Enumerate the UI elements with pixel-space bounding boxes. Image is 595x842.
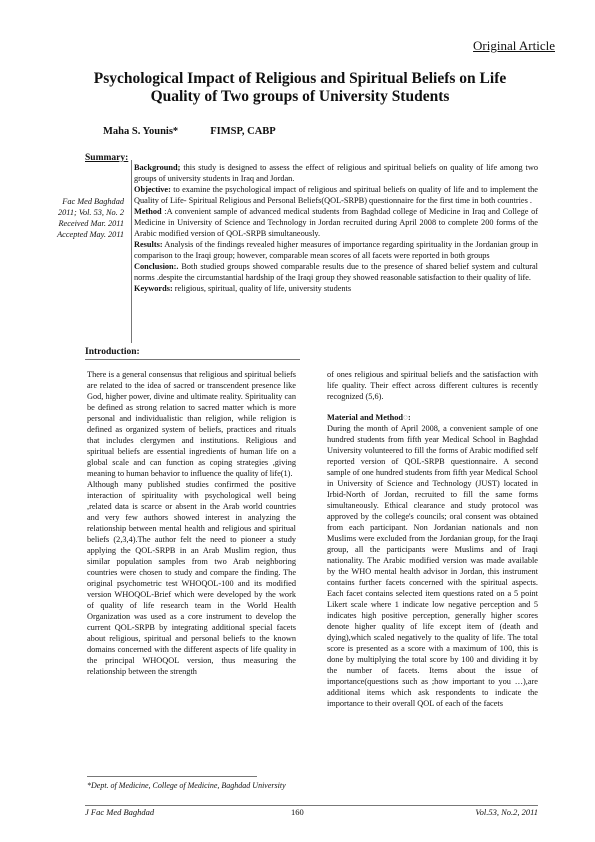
- journal-volume: 2011; Vol. 53, No. 2: [58, 208, 124, 217]
- summary-divider: [131, 160, 132, 343]
- abstract-results: [134, 239, 538, 261]
- author-line: [103, 126, 276, 137]
- background-label: Background;: [134, 163, 181, 172]
- method-text: :A convenient sample of advanced medical students from Baghdad college of Medicine in Iraq and College of Medicine in University of Science and Technology in Jordan recruited during April 2008 to complete 200 forms of the Arabic modified version of QOL-SRPB simultaneously.: [134, 207, 538, 238]
- left-column: [87, 369, 296, 677]
- summary-heading: Summary:: [85, 153, 129, 163]
- author-name: Maha S. Younis*: [103, 126, 179, 137]
- paper-title: Psychological Impact of Religious and Spiritual Beliefs on Life Quality of Two groups of University Students: [93, 70, 507, 105]
- abstract-background: [134, 162, 538, 184]
- journal-name: Fac Med Baghdad: [62, 197, 124, 206]
- introduction-divider: [85, 359, 300, 360]
- results-label: Results:: [134, 240, 163, 249]
- background-text: this study is designed to assess the effect of religious and spiritual beliefs on quality of life among two groups of university students in Iraq and Jordan.: [134, 163, 538, 183]
- objective-text: to examine the psychological impact of religious and spiritual beliefs on quality of life and to implement the Quality of Life- Spiritual Religious and Personal Beliefs(QOL-SRPB) questionnaire for the first time in both countries .: [134, 185, 538, 205]
- introduction-heading: Introduction:: [85, 347, 140, 357]
- article-type-label: Original Article: [473, 38, 555, 53]
- method-paragraph: During the month of April 2008, a convenient sample of one hundred students from fifth year Medical School in Baghdad University volunteered to fill the forms of Arabic modified self reported version of QOL-SRPB questionnaire. A second sample of one hundred students from fifth year Medical School in University of Science and Technology (JUST) located in Irbid-North of Jordan, recruited to fill the same forms simultaneously. Ethical clearance and study protocol was approved by the college's councils; oral consent was obtained from each participant. Non Jordanian nationals and non Muslims were excluded from the Jordanian group, for the Iraqi group, all the participants were Muslims and of Iraqi nationality. The Arabic modified version was made available by the WHO mental health advisor in Jordan, this instrument contains further facets concerned with the spiritual aspects. Each facet contains selected item questions rated on a 5 point Likert scale where 1 indicate low negative perception and 5 indicates high positive perception, generally higher scores denote higher quality of life except item of (death and dying),which scaled negatively to the quality of life. The total score is presented as a score with a maximum of 100, this is done by multiplying the total score by 100 and dividing it by the number of facets. Items about the issue of importance(questions such as ;how important to you …),are additional items which ask respondents to indicate the importance to their overall QOL of each of the facets: [327, 424, 538, 708]
- method-label: Method: [134, 207, 162, 216]
- abstract-objective: [134, 184, 538, 206]
- footer-divider: [85, 805, 538, 806]
- conclusion-text: Both studied groups showed comparable results due to the presence of shared belief system and cultural norms .despite the circumstantial hardship of the Iraqi group they showed reasonable satisfaction to their quality of life.: [134, 262, 538, 282]
- keywords-label: Keywords:: [134, 284, 173, 293]
- footnote-divider: [87, 776, 257, 777]
- received-date: Received Mar. 2011: [58, 219, 124, 228]
- accepted-date: Accepted May. 2011: [57, 230, 124, 239]
- footer-volume: Vol.53, No.2, 2011: [475, 807, 538, 817]
- intro-paragraph-2: Although many published studies confirmed the positive interaction of spirituality with psychological well being ,related data is scarce or absent in the Arab world countries and very few authors showed interest in analyzing the relationship between mental health and religious and spiritual beliefs (2,3,4).The author felt the need to pioneer a study applying the QOL-SRPB in an Arab Muslim region, thus similar population samples from two Arab neighboring countries were chosen to study and compare the finding. The original psychometric test WHOQOL-100 and its modified version WHOQOL-Brief which were developed by the work of quality of life research team in the World Health Organization was used as a core instrument to develop the current QOL-SRPB by integrating additional special facets about religious, spiritual and personal beliefs to the known domains concerned with the different aspects of life quality in the principal WHOQOL version, thus measuring the relationship between the strength: [87, 480, 296, 676]
- author-degrees: FIMSP, CABP: [210, 126, 276, 137]
- right-column: [327, 369, 538, 709]
- results-text: Analysis of the findings revealed higher measures of importance regarding spirituality in the Jordanian group in comparison to the Iraqi group; however, comparable mean scores of all facets were reported in both groups: [134, 240, 538, 260]
- affiliation-footnote: *Dept. of Medicine, College of Medicine, Baghdad University: [87, 781, 286, 790]
- keywords-text: religious, spiritual, quality of life, university students: [172, 284, 352, 293]
- intro-paragraph-continued: of ones religious and spiritual beliefs and the satisfaction with life quality. Their effect across different cultures is recently recognized (5,6).: [327, 370, 538, 401]
- material-method-heading: Material and Method◌:: [327, 413, 411, 422]
- abstract-keywords: [134, 283, 538, 294]
- footer-journal: J Fac Med Baghdad: [85, 807, 155, 817]
- page-number: 160: [291, 807, 304, 817]
- intro-paragraph-1: There is a general consensus that religious and spiritual beliefs are related to the idea of sacred or transcendent presence like God, higher power, divine and ultimate reality. Spirituality can be defined as strong relation to sacred matter which is more personal and individualistic than religion, while religion is defined as organized system of beliefs, practices and rituals that includes clergymen and institutions. Religious and spiritual beliefs are essential ingredients of human life on a global scale and can function as coping strategies ,giving meaning to human behavior to influence the quality of life(1).: [87, 370, 296, 478]
- conclusion-label: Conclusion:.: [134, 262, 179, 271]
- abstract-method: [134, 206, 538, 239]
- abstract-conclusion: [134, 261, 538, 283]
- journal-info: [38, 196, 124, 240]
- objective-label: Objective:: [134, 185, 171, 194]
- abstract: [134, 162, 538, 294]
